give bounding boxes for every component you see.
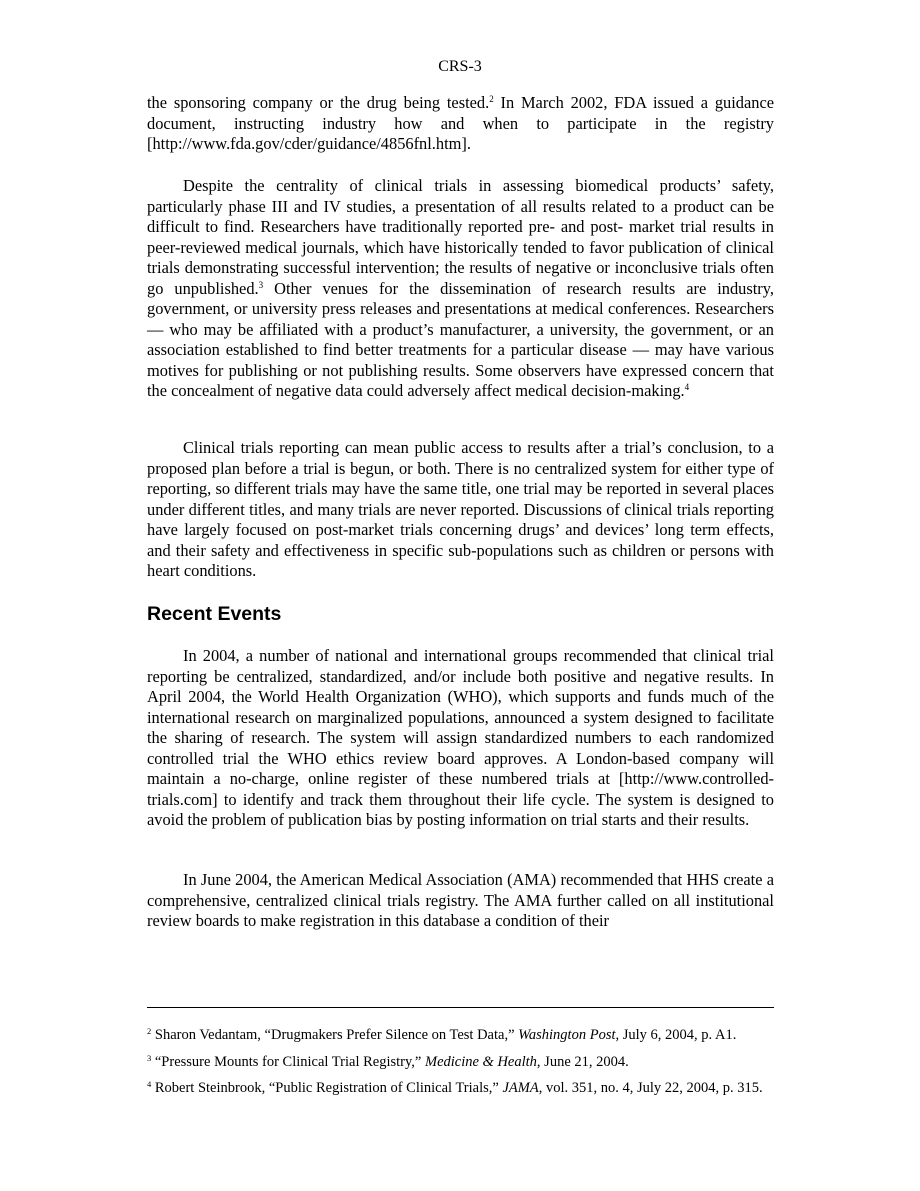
paragraph-text: Clinical trials reporting can mean public access to results after a trial’s conclusion, to a proposed plan before a trial is begun, or both. There is no centralized system for either type of reporting, so different trials may have the same title, one trial may be reported in several places under different titles, and many trials are never reported. Discussions of clinical trials reporting have largely focused on post-market trials concerning drugs’ and devices’ long term effects, and their safety and effectiveness in specific sub-populations such as children or persons with heart conditions. [147,438,774,581]
paragraph-text: In March 2002, FDA issued a guidance document, instructing industry how and when to participate in the registry [http://www.fda.gov/cder/guidance/4856fnl.htm]. [147,93,774,154]
footnote-divider [147,1007,774,1008]
footnote-text: , June 21, 2004. [536,1053,629,1070]
footnote-text: Sharon Vedantam, “Drugmakers Prefer Silence on Test Data,” [154,1027,519,1043]
footnote-text: , July 6, 2004, p. A1. [615,1027,737,1043]
footnote-ref[interactable]: 2 [489,94,494,104]
paragraph-text: In 2004, a number of national and international groups recommended that clinical trial reporting be centralized, standardized, and/or include both positive and negative results. In April 2004, the World Health Organization (WHO), which supports and funds much of the international research on marginalized populations, announced a system designed to facilitate the sharing of research. The system will assign standardized numbers to each randomized controlled trial the WHO ethics review board approves. A London-based company will maintain a no-charge, online register of these numbered trials at [http://www.controlled-trials.com] to identify and track them throughout their life cycle. The system is designed to avoid the problem of publication bias by posting information on trial starts and their results. [147,646,774,830]
paragraph-text: Despite the centrality of clinical trials in assessing biomedical products’ safety, particularly phase III and IV studies, a presentation of all results related to a product can be difficult to find. Researchers have traditionally reported pre- and post- market trial results in peer-reviewed medical journals, which have historically tended to favor publication of clinical trials demonstrating successful intervention; the results of negative or inconclusive trials often go unpublished. [147,176,774,298]
footnote-item [147,1079,774,1098]
paragraph-text: Other venues for the dissemination of research results are industry, government, or university press releases and presentations at medical conferences. Researchers — who may be affiliated with a product’s manufacturer, a university, the government, or an association established to find better treatments for a particular disease — may have various motives for publishing or not publishing results. Some observers have expressed concern that the concealment of negative data could adversely affect medical decision-making. [147,278,774,401]
paragraph-text: In June 2004, the American Medical Association (AMA) recommended that HHS create a comprehensive, centralized clinical trials registry. The AMA further called on all institutional review boards to make registration in this database a condition of their [147,870,774,931]
footnote-number: 4 [147,1079,152,1089]
page-number-header: CRS-3 [438,58,482,75]
footnote-publication: Washington Post [518,1027,616,1043]
body-paragraph-reporting [147,438,774,582]
footnotes-section [147,1026,774,1106]
footnote-item [147,1053,774,1072]
footnote-number: 2 [147,1026,152,1036]
paragraph-text: the sponsoring company or the drug being tested. [147,93,490,112]
footnote-text: “Pressure Mounts for Clinical Trial Registry,” [154,1053,425,1070]
footnote-publication: Medicine & Health [424,1053,537,1070]
footnote-item [147,1026,774,1045]
footnote-publication: JAMA [502,1080,539,1096]
body-paragraph-2004-groups [147,646,774,831]
body-paragraph-ama [147,870,774,932]
footnote-number: 3 [147,1052,152,1063]
footnote-text: Robert Steinbrook, “Public Registration of Clinical Trials,” [154,1080,503,1096]
body-paragraph-trials-centrality [147,176,774,402]
section-heading-recent-events: Recent Events [147,603,282,625]
footnote-ref[interactable]: 3 [258,279,264,290]
footnote-ref[interactable]: 4 [684,382,690,393]
body-paragraph-continued [147,93,774,155]
footnote-text: , vol. 351, no. 4, July 22, 2004, p. 315. [538,1080,763,1096]
